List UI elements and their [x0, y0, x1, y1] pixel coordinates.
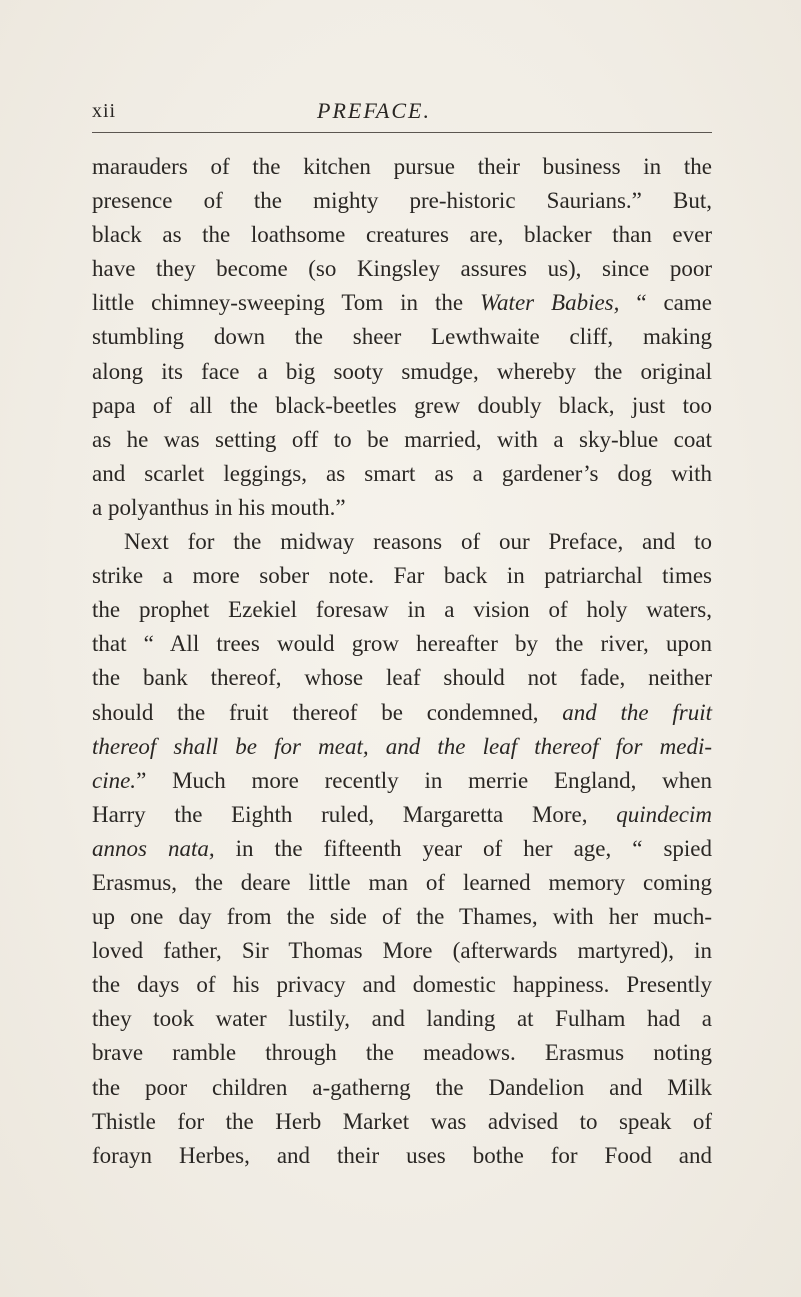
- text-line: papa of all the black-beetles grew doubly black, just too: [92, 392, 712, 418]
- italic-quote: cine.: [92, 767, 137, 793]
- running-head: PREFACE.: [317, 98, 431, 123]
- text-line: presence of the mighty pre-historic Saurians.” But,: [92, 188, 712, 214]
- text-line: marauders of the kitchen pursue their business in the: [92, 154, 712, 179]
- body-text: [92, 150, 712, 1173]
- page-number: xii: [92, 100, 117, 122]
- latin-phrase: quindecim: [616, 801, 712, 827]
- text-line: [92, 286, 712, 320]
- text-line: [92, 764, 712, 798]
- text-line: black as the loathsome creatures are, blacker than ever: [92, 222, 712, 248]
- text-line: forayn Herbes, and their uses bothe for Food and: [92, 1142, 712, 1168]
- text-line: the bank thereof, whose leaf should not fade, neither: [92, 665, 712, 691]
- text-line: Erasmus, the deare little man of learned memory coming: [92, 869, 712, 895]
- latin-phrase: annos nata,: [92, 835, 215, 861]
- text-line: have they become (so Kingsley assures us), since poor: [92, 256, 712, 282]
- text-line: [92, 730, 712, 764]
- text-run: ” Much more recently in merrie England, when: [136, 767, 712, 793]
- text-line: up one day from the side of the Thames, with her much-: [92, 904, 712, 930]
- text-run: little chimney-sweeping Tom in the: [92, 290, 480, 316]
- text-line: as he was setting off to be married, with a sky-blue coat: [92, 426, 712, 452]
- text-line: the poor children a-gatherng the Dandelion and Milk: [92, 1074, 712, 1100]
- text-line: that “ All trees would grow hereafter by the river, upon: [92, 631, 712, 657]
- text-line: Next for the midway reasons of our Preface, and to: [124, 529, 712, 555]
- page-header: [92, 100, 712, 134]
- text-run: in the fifteenth year of her age, “ spied: [214, 835, 712, 861]
- text-line: [92, 798, 712, 832]
- text-line: [92, 696, 712, 730]
- text-run: Harry the Eighth ruled, Margaretta More,: [92, 801, 617, 827]
- text-line: Thistle for the Herb Market was advised to speak of: [92, 1108, 712, 1134]
- text-run: “ came: [619, 290, 712, 316]
- text-line: they took water lustily, and landing at Fulham had a: [92, 1006, 712, 1032]
- text-line: along its face a big sooty smudge, whereby the original: [92, 358, 712, 384]
- text-line: and scarlet leggings, as smart as a gardener’s dog with: [92, 460, 712, 486]
- text-line: brave ramble through the meadows. Erasmus noting: [92, 1040, 712, 1066]
- text-run: should the fruit thereof be condemned,: [92, 699, 563, 725]
- text-line: the days of his privacy and domestic happiness. Presently: [92, 972, 712, 998]
- text-line: the prophet Ezekiel foresaw in a vision of holy waters,: [92, 597, 712, 623]
- header-rule: [92, 132, 712, 133]
- text-line: [92, 832, 712, 866]
- book-title-water-babies: Water Babies,: [480, 290, 620, 316]
- text-line: a polyanthus in his mouth.”: [92, 494, 346, 520]
- italic-quote: thereof shall be for meat, and the leaf thereof for medi-: [92, 733, 712, 759]
- text-line: strike a more sober note. Far back in patriarchal times: [92, 563, 712, 589]
- text-line: loved father, Sir Thomas More (afterwards martyred), in: [92, 938, 712, 964]
- italic-quote: and the fruit: [562, 699, 712, 725]
- text-line: stumbling down the sheer Lewthwaite cliff, making: [92, 324, 712, 350]
